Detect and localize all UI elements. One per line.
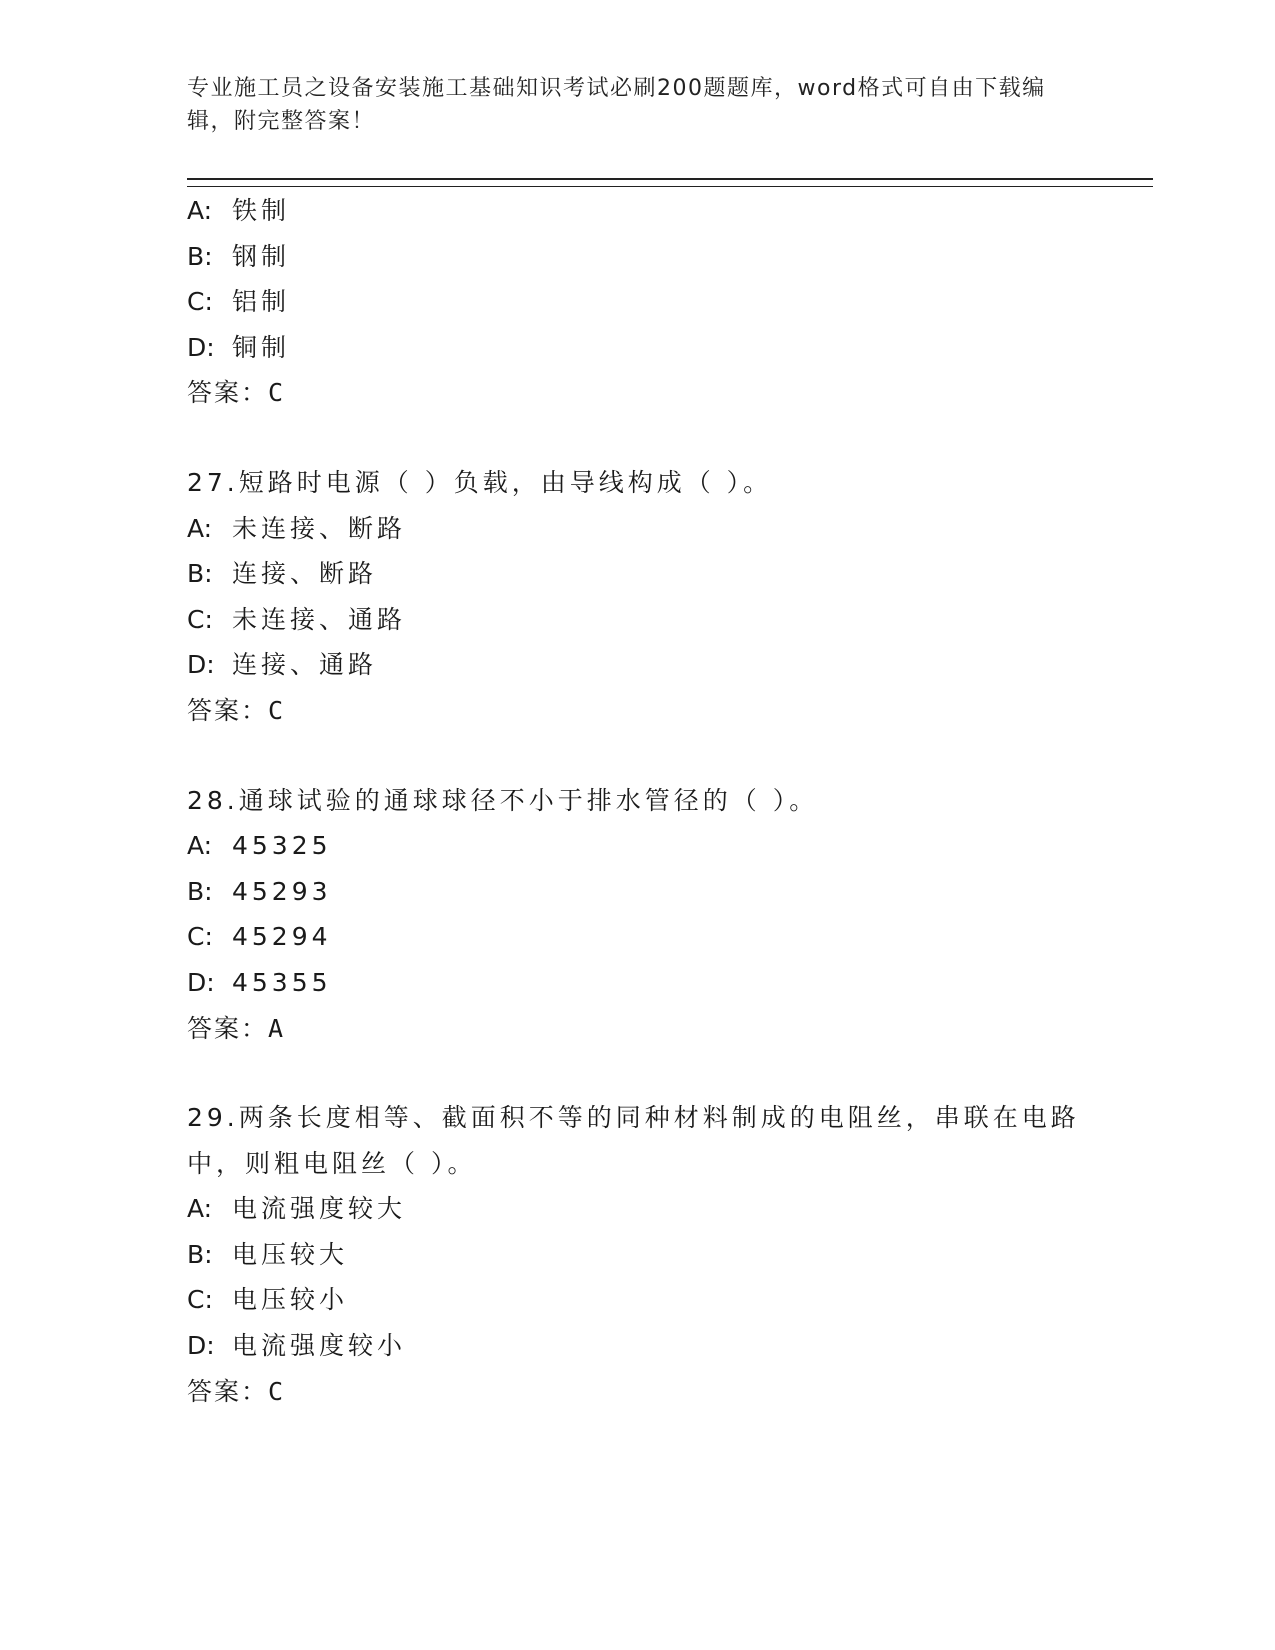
- option-label: B:: [187, 241, 213, 271]
- answer-value: C: [268, 1376, 284, 1406]
- option-label: A:: [187, 1194, 213, 1224]
- spacer: [187, 734, 1087, 778]
- document-header: 专业施工员之设备安装施工基础知识考试必刷200题题库，word格式可自由下载编辑，附完整答案！: [187, 76, 1046, 134]
- option-text: 铜制: [232, 332, 291, 362]
- answer-value: C: [268, 378, 284, 408]
- option-label: A:: [187, 831, 213, 861]
- answer-line: [187, 370, 1087, 416]
- option-d: [187, 642, 1087, 688]
- answer-line: [187, 688, 1087, 734]
- option-b: [187, 1232, 1087, 1278]
- option-b: [187, 551, 1087, 597]
- answer-label: 答案：: [187, 1013, 269, 1043]
- spacer: [187, 1051, 1087, 1095]
- option-label: B:: [187, 1239, 213, 1269]
- option-a: [187, 1186, 1087, 1232]
- option-text: 未连接、通路: [232, 604, 407, 634]
- option-label: C:: [187, 287, 213, 317]
- option-label: A:: [187, 513, 213, 543]
- option-label: C:: [187, 922, 213, 952]
- answer-line: [187, 1369, 1087, 1415]
- option-text: 连接、通路: [232, 650, 378, 680]
- question-block-27: [187, 460, 1087, 734]
- option-text: 电压较大: [232, 1239, 349, 1269]
- option-label: D:: [187, 650, 215, 680]
- option-text: 铁制: [232, 196, 291, 225]
- option-text: 钢制: [232, 241, 291, 271]
- answer-label: 答案：: [187, 378, 269, 408]
- option-d: [187, 325, 1087, 371]
- option-text: 45293: [232, 876, 332, 906]
- option-label: B:: [187, 876, 213, 906]
- answer-value: C: [268, 695, 284, 725]
- option-c: [187, 597, 1087, 643]
- question-block-26: [187, 188, 1087, 416]
- option-text: 连接、断路: [232, 559, 378, 589]
- answer-line: [187, 1006, 1087, 1052]
- question-stem: 29.两条长度相等、截面积不等的同种材料制成的电阻丝，串联在电路中，则粗电阻丝（ ）。: [187, 1103, 1080, 1178]
- question-block-29: [187, 1095, 1087, 1414]
- option-label: C:: [187, 1285, 213, 1315]
- question-block-28: [187, 778, 1087, 1052]
- option-text: 电流强度较小: [232, 1331, 407, 1361]
- option-text: 45355: [232, 967, 332, 997]
- option-d: [187, 1323, 1087, 1369]
- option-c: [187, 1277, 1087, 1323]
- option-a: [187, 823, 1087, 869]
- question-list: [187, 188, 1087, 1414]
- option-label: D:: [187, 332, 215, 362]
- option-d: [187, 960, 1087, 1006]
- option-b: [187, 869, 1087, 915]
- option-label: A:: [187, 196, 213, 225]
- option-text: 45294: [232, 922, 332, 952]
- answer-label: 答案：: [187, 1376, 269, 1406]
- option-text: 电流强度较大: [232, 1194, 407, 1224]
- option-c: [187, 914, 1087, 960]
- question-stem: 27.短路时电源（ ）负载，由导线构成（ ）。: [187, 467, 773, 497]
- answer-value: A: [268, 1013, 284, 1043]
- option-text: 铝制: [232, 287, 291, 317]
- option-label: D:: [187, 967, 215, 997]
- option-c: [187, 279, 1087, 325]
- option-label: C:: [187, 604, 213, 634]
- option-a: [187, 506, 1087, 552]
- question-stem: 28.通球试验的通球球径不小于排水管径的（ ）。: [187, 785, 819, 815]
- option-text: 45325: [232, 831, 332, 861]
- option-b: [187, 234, 1087, 280]
- option-text: 未连接、断路: [232, 513, 407, 543]
- header-divider: [187, 178, 1153, 187]
- spacer: [187, 416, 1087, 460]
- option-label: D:: [187, 1331, 215, 1361]
- answer-label: 答案：: [187, 695, 269, 725]
- option-a: [187, 188, 1087, 234]
- option-label: B:: [187, 559, 213, 589]
- option-text: 电压较小: [232, 1285, 349, 1315]
